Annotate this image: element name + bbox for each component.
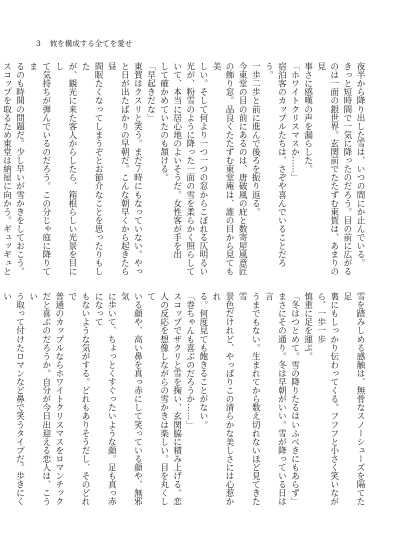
text-line: 間眠たくなってしまうぞとお節介なことを思ったりもした: [80, 62, 104, 276]
text-line: いて、本当に居心地のよいそうだ。女性客が手を出: [171, 62, 182, 259]
text-line: 夜半から降り出した雪は、いつの間にか止んでいる。: [355, 62, 365, 268]
text-line: と日が出たばかりの早朝だ。こんな朝早くから起きたら昼: [106, 62, 130, 276]
text-line: きっと短時間で一気に降ったのだろう。目の前に広がる: [341, 62, 352, 276]
text-line: 東賀はクスリと笑う。まだ７時にもなっていない。やっ: [132, 62, 143, 276]
text-line: もないような気がする。どれもありそうだし、そのどれで: [66, 292, 91, 506]
text-line: て気持ちが弾んでいるのだろう。この分じゃ庭に降りてま: [27, 62, 51, 276]
text-line: 一歩二歩と前に進んで後ろを振り返る。: [250, 62, 261, 216]
text-line: スコップでザクリと雪を掬い、玄関脇に積み上げる。恋: [171, 292, 182, 506]
text-line: 今東堂の目の前にあるのは、唐破風の庇と数寄屋風意匠: [237, 62, 248, 276]
text-line: いる顔や、高い鼻を真っ赤にして笑っている顔や、無邪気: [119, 292, 143, 506]
text-line: まさにその通り。冬は早朝がいい。雪が降っている日は言: [263, 292, 287, 506]
text-line: の飾り窓。品良くたたずむ東堂庵は、誰の目から見ても美: [210, 62, 235, 276]
text-line: 「ホワイトクリスマスか……」: [289, 62, 300, 182]
text-line: 事さに感嘆の声を漏らした。: [302, 62, 313, 174]
text-line: 「冬はつとめて。雪の降りたるはいふべきにもあらず」: [289, 292, 300, 506]
text-line: 景色だけれど、やっぱりこの清らかな美しさには心惹かれ: [210, 292, 235, 506]
text-line: 宿泊客のカップルたちは、さぞや喜んでいることだろう。: [263, 62, 287, 268]
top-text-block: [1, 62, 366, 284]
chapter-title: 彼を構成する全てを愛せ: [49, 39, 133, 48]
text-line: のは一面の銀世界。玄関前でたたずむ東賀は、あまりの見: [315, 62, 339, 276]
text-line: に歩いて、ちょっとくすぐったいような顔。足も真っ赤になって: [93, 292, 117, 506]
page-number: 3: [36, 39, 41, 48]
text-line: して確かめていたのも頷ける。: [158, 62, 169, 182]
text-line: 光が、粉雪のように降った一面の雪を柔らかく照らして: [184, 62, 195, 276]
text-line: る。何度見ても飽きることがない。: [197, 292, 208, 429]
text-line: 雪を踏みしめる感触は、無骨なスノーシューズを隔てた足: [341, 292, 365, 506]
text-line: 裏にもしっかり伝わってくる。フフフと小さく笑いながら、一歩一歩: [315, 292, 339, 506]
text-line: スコップを取るため東堂は納屋に向かう。ギュッギュと: [1, 62, 12, 276]
text-line: 人の反応を想像しながらの雪かきは楽しい。目を丸くして: [145, 292, 169, 506]
text-line: 慎重に足を運ぶ。: [302, 292, 313, 361]
text-line: 「巻ちゃんも喜ぶのだろうか……」: [184, 292, 195, 429]
text-line: 「早起きだな」: [145, 62, 156, 122]
text-line: うまでもない。生まれてから数え切れないほど見てきた雪: [237, 292, 261, 506]
text-line: う取って付けたロマンなど鼻で笑うタイプだ。歩きにくい: [1, 292, 25, 506]
text-line: が、観光に来た客人からしたら、箱根らしい光景を目にし: [53, 62, 77, 276]
text-line: るのも時間の問題だ。少し早いが雪かきをしておこう。: [14, 62, 25, 276]
text-line: 普通のカップルならホワイトクリスマスをロマンチック: [53, 292, 64, 506]
bottom-text-block: [1, 292, 366, 514]
running-header: [36, 40, 132, 48]
text-line: だと喜ぶのだろうか。自分が今日出迎える恋人は、こうい: [27, 292, 51, 506]
text-line: しい。そして何より一つ一つの窓からこぼれる仄明るい: [197, 62, 208, 276]
